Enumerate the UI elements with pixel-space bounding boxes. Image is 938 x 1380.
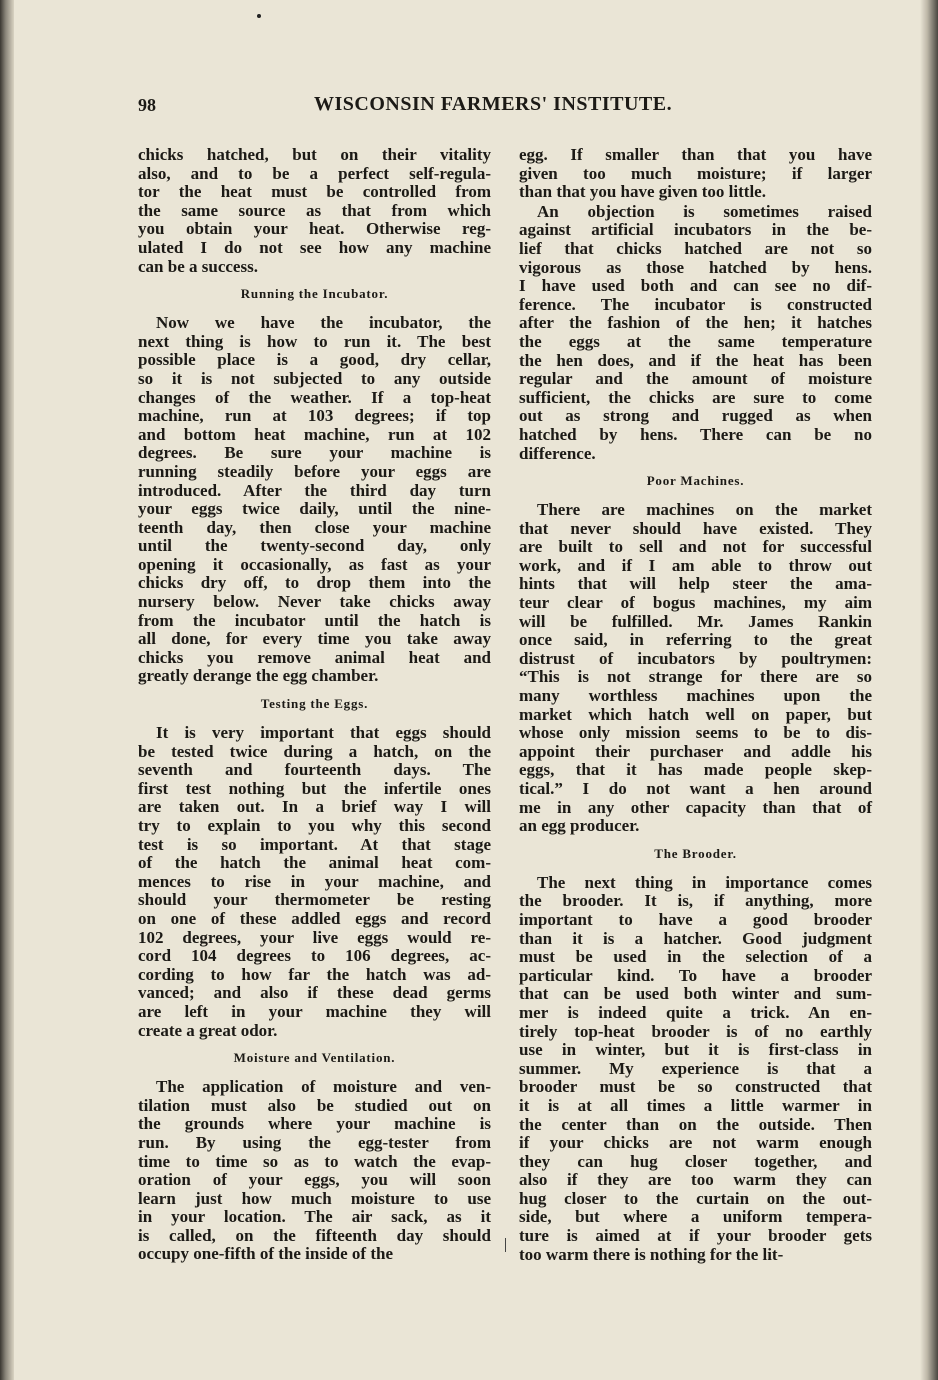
text-line: changes of the weather. If a top-heat [138, 387, 491, 407]
text-line: test is so important. At that stage [138, 834, 491, 854]
text-line: your eggs twice daily, until the nine- [138, 499, 491, 519]
text-line: you obtain your heat. Otherwise reg- [138, 219, 491, 239]
text-line: the hen does, and if the heat has been [519, 350, 872, 370]
text-line: are built to sell and not for successful [519, 537, 872, 557]
text-line: given too much moisture; if larger [519, 163, 872, 183]
text-line: “This is not strange for there are so [519, 667, 872, 687]
page-header [138, 95, 878, 125]
column-divider [505, 1238, 506, 1252]
text-line: brooder must be so constructed that [519, 1077, 872, 1097]
text-line: should your thermometer be resting [138, 890, 491, 910]
text-line: work, and if I am able to throw out [519, 555, 872, 575]
page-edge-shadow [920, 0, 938, 1380]
text-line: from the incubator until the hatch is [138, 610, 491, 630]
text-line: are taken out. In a brief way I will [138, 797, 491, 817]
text-line: summer. My experience is that a [519, 1058, 872, 1078]
text-line: they can hug closer together, and [519, 1151, 872, 1171]
text-line: than that you have given too little. [519, 182, 766, 202]
text-line: can be a success. [138, 256, 258, 276]
text-line: try to explain to you why this second [138, 816, 491, 835]
text-line: will be fulfilled. Mr. James Rankin [519, 611, 872, 631]
text-line: An objection is sometimes raised [537, 201, 872, 221]
text-line: must be used in the selection of a [519, 947, 872, 967]
text-line: the grounds where your machine is [138, 1114, 491, 1134]
text-line: side, but where a uniform tempera- [519, 1207, 872, 1227]
text-line: learn just how much moisture to use [138, 1188, 491, 1208]
page-binding-shadow [0, 0, 14, 1380]
text-line: 102 degrees, your live eggs would re- [138, 927, 491, 947]
section-heading: The Brooder. [654, 845, 737, 861]
text-line: of the hatch the animal heat com- [138, 853, 491, 873]
text-line: running steadily before your eggs are [138, 461, 491, 481]
text-line: the brooder. It is, if anything, more [519, 891, 872, 911]
text-line: nursery below. Never take chicks away [138, 592, 491, 612]
text-line: egg. If smaller than that you have [519, 145, 872, 164]
text-line: hug closer to the curtain on the out- [519, 1188, 872, 1208]
text-line: distrust of incubators by poultrymen: [519, 648, 872, 668]
text-line: mences to rise in your machine, and [138, 871, 491, 891]
text-line: mer is indeed quite a trick. An en- [519, 1002, 872, 1022]
text-line: regular and the amount of moisture [519, 369, 872, 389]
running-title: WISCONSIN FARMERS' INSTITUTE. [314, 93, 673, 115]
paragraph [519, 501, 872, 836]
left-column [138, 146, 491, 1265]
text-line: so it is not subjected to any outside [138, 368, 491, 388]
text-line: out as strong and rugged as when [519, 406, 872, 426]
text-line: me in any other capacity than that of [519, 797, 872, 817]
text-line: run. By using the egg-tester from [138, 1132, 491, 1152]
text-line: create a great odor. [138, 1020, 278, 1040]
text-line: It is very important that eggs should [156, 723, 491, 743]
text-line: that can be used both winter and sum- [519, 984, 872, 1004]
text-line: machine, run at 103 degrees; if top [138, 406, 491, 426]
paragraph [138, 146, 491, 276]
text-line: ference. The incubator is constructed [519, 294, 872, 314]
text-line: tor the heat must be controlled from [138, 182, 491, 202]
section-heading: Running the Incubator. [240, 286, 389, 302]
text-line: time to time so as to watch the evap- [138, 1151, 491, 1171]
text-line: ulated I do not see how any machine [138, 237, 491, 257]
text-line: oration of your eggs, you will soon [138, 1170, 491, 1190]
text-line: are left in your machine they will [138, 1001, 491, 1021]
text-line: too warm there is nothing for the lit- [519, 1244, 784, 1264]
text-line: particular kind. To have a brooder [519, 965, 872, 985]
text-line: greatly derange the egg chamber. [138, 666, 379, 686]
text-line: occupy one-fifth of the inside of the [138, 1244, 393, 1264]
text-line: difference. [519, 443, 596, 463]
paragraph [138, 1078, 491, 1264]
text-line: the center than on the outside. Then [519, 1114, 872, 1134]
text-line: an egg producer. [519, 816, 640, 836]
paragraph [519, 146, 872, 202]
text-line: degrees. Be sure your machine is [138, 443, 491, 463]
text-line: hatched by hens. There can be no [519, 424, 872, 444]
text-line: cord 104 degrees to 106 degrees, ac- [138, 946, 491, 966]
section-heading: Moisture and Ventilation. [233, 1050, 396, 1066]
text-line: whose only mission seems to be to dis- [519, 723, 872, 743]
text-line: Now we have the incubator, the [156, 313, 491, 333]
text-line: and bottom heat machine, run at 102 [138, 424, 491, 444]
paragraph [138, 314, 491, 686]
text-line: also if they are too warm they can [519, 1170, 872, 1190]
text-line: the eggs at the same temperature [519, 331, 872, 351]
text-line: opening it occasionally, as fast as your [138, 554, 491, 574]
text-line: hints that will help steer the ama- [519, 574, 872, 594]
text-line: against artificial incubators in the be- [519, 220, 872, 240]
text-line: introduced. After the third day turn [138, 480, 491, 500]
paragraph [138, 724, 491, 1040]
text-line: that never should have existed. They [519, 518, 872, 538]
text-line: sufficient, the chicks are sure to come [519, 387, 872, 407]
text-line: chicks you remove animal heat and [138, 647, 491, 667]
text-line: if your chicks are not warm enough [519, 1133, 872, 1153]
text-line: teur clear of bogus machines, my aim [519, 593, 872, 613]
text-line: eggs, that it has made people skep- [519, 760, 872, 780]
text-line: in your location. The air sack, as it [138, 1207, 491, 1227]
text-line: is called, on the fifteenth day should [138, 1225, 491, 1245]
text-line: vigorous as those hatched by hens. [519, 257, 872, 277]
text-line: many worthless machines upon the [519, 686, 872, 706]
paragraph [519, 874, 872, 1264]
text-line: also, and to be a perfect self-regula- [138, 163, 491, 183]
section-heading: Poor Machines. [646, 473, 745, 489]
text-line: on one of these addled eggs and record [138, 908, 491, 928]
text-line: teenth day, then close your machine [138, 517, 491, 537]
text-line: The next thing in importance comes [537, 872, 872, 892]
text-line: once said, in referring to the great [519, 630, 872, 650]
text-line: There are machines on the market [537, 500, 872, 520]
text-line: chicks hatched, but on their vitality [138, 145, 491, 164]
text-line: be tested twice during a hatch, on the [138, 741, 491, 761]
text-line: next thing is how to run it. The best [138, 331, 491, 351]
text-line: it is at all times a little warmer in [519, 1095, 872, 1115]
text-line: possible place is a good, dry cellar, [138, 350, 491, 370]
paragraph [519, 203, 872, 463]
text-line: tirely top-heat brooder is of no earthly [519, 1021, 872, 1041]
right-column [519, 146, 872, 1265]
text-line: use in winter, but it is first-class in [519, 1040, 872, 1060]
text-line: the same source as that from which [138, 200, 491, 220]
text-line: tical.” I do not want a hen around [519, 779, 872, 798]
text-line: ture is aimed at if your brooder gets [519, 1226, 872, 1246]
text-line: The application of moisture and ven- [156, 1077, 491, 1097]
ink-speck [257, 14, 261, 18]
page-number: 98 [138, 95, 156, 115]
text-line: than it is a hatcher. Good judgment [519, 928, 872, 948]
text-line: chicks dry off, to drop them into the [138, 573, 491, 593]
text-line: vanced; and also if these dead germs [138, 983, 491, 1003]
text-line: seventh and fourteenth days. The [138, 760, 491, 780]
text-line: tilation must also be studied out on [138, 1095, 491, 1115]
text-line: first test nothing but the infertile ones [138, 778, 491, 798]
text-line: cording to how far the hatch was ad- [138, 964, 491, 984]
text-line: appoint their purchaser and addle his [519, 741, 872, 761]
text-line: important to have a good brooder [519, 909, 872, 929]
text-line: all done, for every time you take away [138, 629, 491, 649]
text-line: after the fashion of the hen; it hatches [519, 313, 872, 333]
section-heading: Testing the Eggs. [260, 696, 369, 712]
text-line: lief that chicks hatched are not so [519, 238, 872, 258]
text-line: market which hatch well on paper, but [519, 704, 872, 724]
text-line: until the twenty-second day, only [138, 536, 491, 556]
text-line: I have used both and can see no dif- [519, 276, 872, 296]
